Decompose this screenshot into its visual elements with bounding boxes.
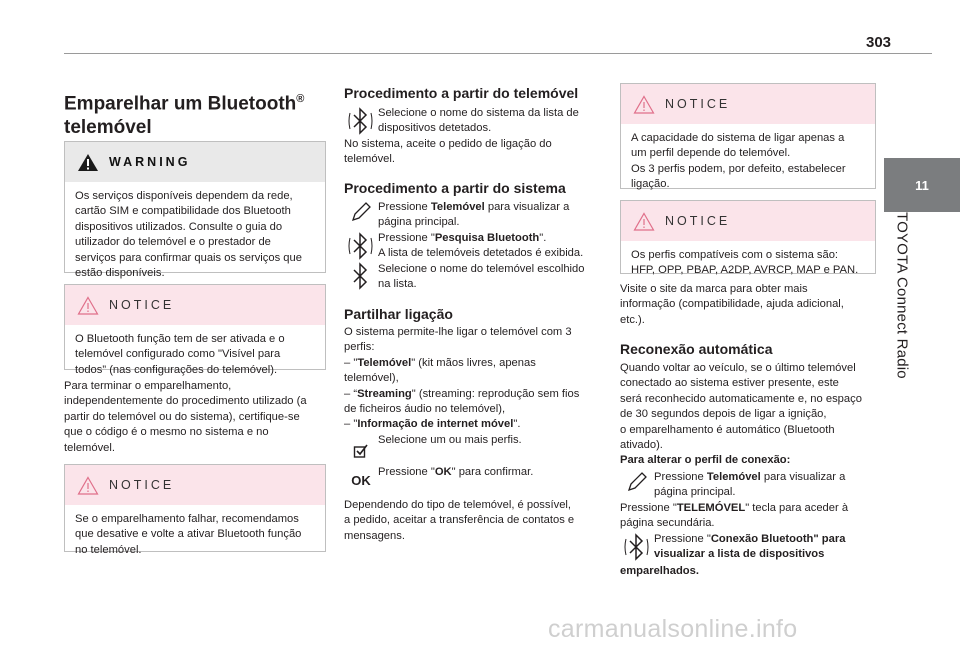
para-line: página secundária. bbox=[620, 517, 715, 530]
text: Pressione " bbox=[654, 533, 711, 545]
warning-triangle-icon bbox=[77, 153, 99, 172]
para-line: a pedido, aceitar a transferência de contatos e bbox=[344, 514, 575, 527]
para-line: No sistema, aceite o pedido de ligação do bbox=[344, 138, 552, 150]
para-line: telemóvel. bbox=[344, 153, 395, 166]
title-line2: telemóvel bbox=[64, 117, 152, 139]
bold-text: Telemóvel bbox=[357, 356, 412, 369]
notice-line: HFP, OPP, PBAP, A2DP, AVRCP, MAP e PAN. bbox=[631, 264, 859, 277]
para-line: etc.). bbox=[620, 313, 645, 326]
notice-triangle-icon bbox=[77, 476, 99, 495]
para-line: Dependendo do tipo de telemóvel, é possível, bbox=[344, 499, 572, 511]
title-line1: Emparelhar um Bluetooth bbox=[64, 93, 297, 115]
para-line: Para alterar o perfil de conexão: bbox=[620, 454, 791, 467]
alter-line bbox=[620, 501, 876, 532]
text: " para confirmar. bbox=[451, 466, 534, 478]
notice-triangle-icon bbox=[633, 212, 655, 231]
para-line: de 30 segundos depois de ligar a ignição, bbox=[620, 408, 827, 421]
warning-line: cartão SIM e compatibilidade dos Bluetooth bbox=[75, 205, 291, 218]
site-paragraph bbox=[620, 282, 876, 328]
notice-box bbox=[64, 284, 326, 376]
step-line: Selecione o nome do telemóvel escolhido bbox=[378, 263, 585, 275]
bold-text: Telemóvel bbox=[706, 471, 761, 483]
para-line: telemóvel), bbox=[344, 372, 399, 385]
heading-phone-procedure: Procedimento a partir do telemóvel bbox=[344, 85, 579, 101]
para-line: O sistema permite-lhe ligar o telemóvel com 3 bbox=[344, 326, 572, 338]
final-paragraph bbox=[344, 498, 608, 544]
heading-share: Partilhar ligação bbox=[344, 306, 453, 322]
notice-line: O Bluetooth função tem de ser ativada e o bbox=[75, 333, 285, 345]
notice-triangle-icon bbox=[633, 95, 655, 114]
chapter-tab[interactable]: 11 bbox=[884, 158, 960, 212]
text: – “ bbox=[344, 387, 358, 400]
warning-box bbox=[64, 141, 326, 280]
title-sup: ® bbox=[296, 93, 305, 105]
share-paragraph bbox=[344, 325, 608, 433]
text: ". bbox=[539, 232, 547, 244]
warning-line: estão disponíveis. bbox=[75, 267, 165, 280]
notice-line: que desative e volte a ativar Bluetooth função bbox=[75, 528, 302, 541]
notice-label: NOTICE bbox=[109, 298, 175, 312]
para-line: Para terminar o emparelhamento, bbox=[64, 380, 232, 392]
bold-text: TELEMÓVEL bbox=[676, 502, 746, 514]
notice-label: NOTICE bbox=[665, 97, 731, 111]
pencil-icon bbox=[349, 200, 373, 224]
bold-text: Streaming bbox=[357, 387, 412, 400]
para-line: independentemente do procedimento utilizado (a bbox=[64, 395, 307, 408]
para-line: o emparelhamento é automático (Bluetooth bbox=[620, 423, 835, 436]
notice-label: NOTICE bbox=[109, 478, 175, 492]
warning-label: WARNING bbox=[109, 155, 191, 169]
para-line: de ficheiros áudio no telemóvel), bbox=[344, 403, 506, 416]
notice-line: Os perfis compatíveis com o sistema são: bbox=[631, 249, 839, 261]
notice-line: todos” (nas configurações do telemóvel). bbox=[75, 363, 278, 376]
para-line: informação (compatibilidade, ajuda adicional, bbox=[620, 298, 844, 311]
bluetooth-icon bbox=[347, 231, 375, 261]
chapter-title: TOYOTA Connect Radio bbox=[893, 212, 911, 379]
alter-step-2 bbox=[620, 532, 845, 564]
notice-box bbox=[620, 200, 876, 277]
notice-line: um perfil depende do telemóvel. bbox=[631, 147, 791, 160]
notice-line: Os 3 perfis podem, por defeito, estabelecer bbox=[631, 162, 846, 175]
text: – " bbox=[344, 418, 358, 431]
para-line: mensagens. bbox=[344, 529, 405, 542]
para-line: ativado). bbox=[620, 439, 663, 452]
text: ". bbox=[513, 418, 521, 431]
pencil-icon bbox=[625, 470, 649, 494]
text: " (streaming: reprodução sem fios bbox=[411, 387, 580, 400]
alter-step-1 bbox=[620, 470, 845, 502]
system-step-1 bbox=[344, 200, 569, 232]
notice-triangle-icon bbox=[77, 296, 99, 315]
para-line: que o código é o mesmo no sistema e no bbox=[64, 426, 269, 439]
section-title bbox=[64, 87, 304, 140]
para-line: Visite o site da marca para obter mais bbox=[620, 283, 808, 295]
heading-system-procedure: Procedimento a partir do sistema bbox=[344, 180, 566, 196]
notice-line: no telemóvel. bbox=[75, 543, 142, 556]
text: " tecla para aceder à bbox=[745, 502, 849, 514]
bold-text: Informação de internet móvel bbox=[357, 418, 514, 431]
watermark: carmanualsonline.info bbox=[548, 615, 798, 643]
notice-line: telemóvel configurado como "Visível para bbox=[75, 348, 281, 361]
notice-line: A capacidade do sistema de ligar apenas a bbox=[631, 132, 845, 144]
step-line: página principal. bbox=[654, 486, 736, 499]
bluetooth-icon bbox=[623, 532, 651, 562]
system-step-3 bbox=[344, 262, 584, 294]
notice-box bbox=[620, 83, 876, 189]
reconnect-paragraph bbox=[620, 361, 876, 469]
notice-box bbox=[64, 464, 326, 556]
phone-after bbox=[344, 137, 608, 168]
step-line: Selecione um ou mais perfis. bbox=[378, 434, 522, 446]
bold-text: OK bbox=[434, 466, 452, 478]
para-line: Quando voltar ao veículo, se o último telemóvel bbox=[620, 362, 856, 374]
text: – " bbox=[344, 356, 358, 369]
step-line: na lista. bbox=[378, 278, 417, 291]
top-rule bbox=[64, 53, 932, 54]
step-line: página principal. bbox=[378, 216, 460, 229]
para-line: conectado ao sistema estiver presente, este bbox=[620, 377, 839, 390]
text: Pressione " bbox=[378, 466, 435, 478]
page-number: 303 bbox=[866, 34, 892, 51]
system-step-2 bbox=[344, 231, 583, 263]
warning-line: Os serviços disponíveis dependem da rede, bbox=[75, 190, 293, 202]
bluetooth-icon bbox=[347, 106, 375, 136]
bold-text: Telemóvel bbox=[430, 201, 485, 213]
bold-text: visualizar a lista de dispositivos bbox=[654, 548, 825, 561]
checkbox-icon bbox=[353, 443, 369, 459]
bold-text: Pesquisa Bluetooth bbox=[434, 232, 540, 244]
warning-line: serviços para confirmar quais os serviços que bbox=[75, 251, 302, 264]
heading-reconnect: Reconexão automática bbox=[620, 341, 773, 357]
notice-line: Se o emparelhamento falhar, recomendamos bbox=[75, 513, 299, 525]
bold-text: emparelhados. bbox=[620, 565, 699, 577]
para-line: partir do telemóvel ou do sistema), certifique-se bbox=[64, 410, 300, 423]
step-line: Selecione o nome do sistema da lista de bbox=[378, 107, 579, 119]
text: Pressione bbox=[378, 201, 431, 213]
warning-line: dispositivos utilizados. Consulte o guia do bbox=[75, 220, 283, 233]
ok-button-icon: OK bbox=[351, 473, 371, 488]
para-line: perfis: bbox=[344, 341, 375, 354]
pairing-paragraph bbox=[64, 379, 326, 456]
para-line: telemóvel. bbox=[64, 441, 115, 454]
step-line: A lista de telemóveis detetados é exibida. bbox=[378, 247, 584, 260]
text: para visualizar a bbox=[760, 471, 846, 483]
text: Pressione " bbox=[620, 502, 677, 514]
notice-line: ligação. bbox=[631, 178, 670, 191]
bluetooth-icon bbox=[351, 262, 371, 290]
text: Pressione " bbox=[378, 232, 435, 244]
bold-text: Conexão Bluetooth" para bbox=[710, 533, 846, 545]
warning-line: utilizador do telemóvel e o prestador de bbox=[75, 236, 271, 249]
text: Pressione bbox=[654, 471, 707, 483]
para-line: será reconhecido automaticamente e, no espaço bbox=[620, 392, 862, 405]
phone-step bbox=[344, 106, 579, 138]
step-line: dispositivos detetados. bbox=[378, 122, 492, 135]
notice-label: NOTICE bbox=[665, 214, 731, 228]
text: para visualizar a bbox=[484, 201, 570, 213]
text: " (kit mãos livres, apenas bbox=[411, 356, 536, 369]
